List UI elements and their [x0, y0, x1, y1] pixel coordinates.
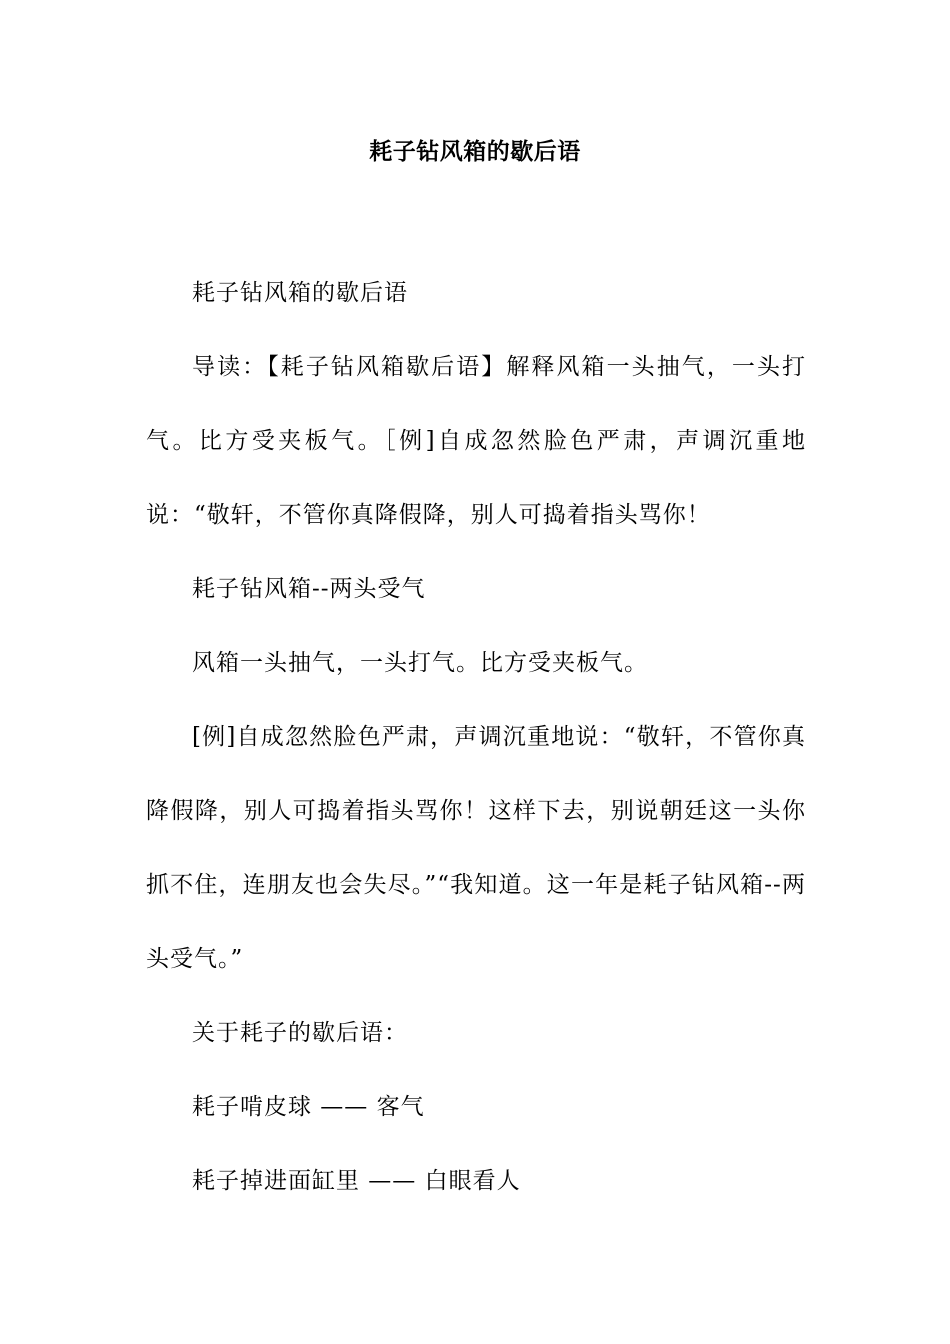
paragraph-related-saying-2: 耗子掉进面缸里 —— 白眼看人: [192, 1168, 521, 1194]
paragraph-explanation: 风箱一头抽气，一头打气。比方受夹板气。: [192, 650, 648, 676]
paragraph-heading: 耗子钻风箱的歇后语: [192, 280, 408, 306]
paragraph-related-heading: 关于耗子的歇后语：: [192, 1020, 408, 1046]
paragraph-intro: 导读：【耗子钻风箱歇后语】解释风箱一头抽气，一头打气。比方受夹板气。［例]自成忽然脸色严肃，声调沉重地说：“敬轩，不管你真降假降，别人可捣着指头骂你！: [146, 354, 806, 528]
paragraph-saying: 耗子钻风箱--两头受气: [192, 576, 426, 602]
paragraph-example: [例]自成忽然脸色严肃，声调沉重地说：“敬轩，不管你真降假降，别人可捣着指头骂你！这样下去，别说朝廷这一头你抓不住，连朋友也会失尽。”“我知道。这一年是耗子钻风箱--两头受气。”: [146, 724, 806, 972]
document-body: [146, 256, 806, 1218]
document-title: 耗子钻风箱的歇后语: [369, 139, 581, 165]
paragraph-related-saying-1: 耗子啃皮球 —— 客气: [192, 1094, 425, 1120]
